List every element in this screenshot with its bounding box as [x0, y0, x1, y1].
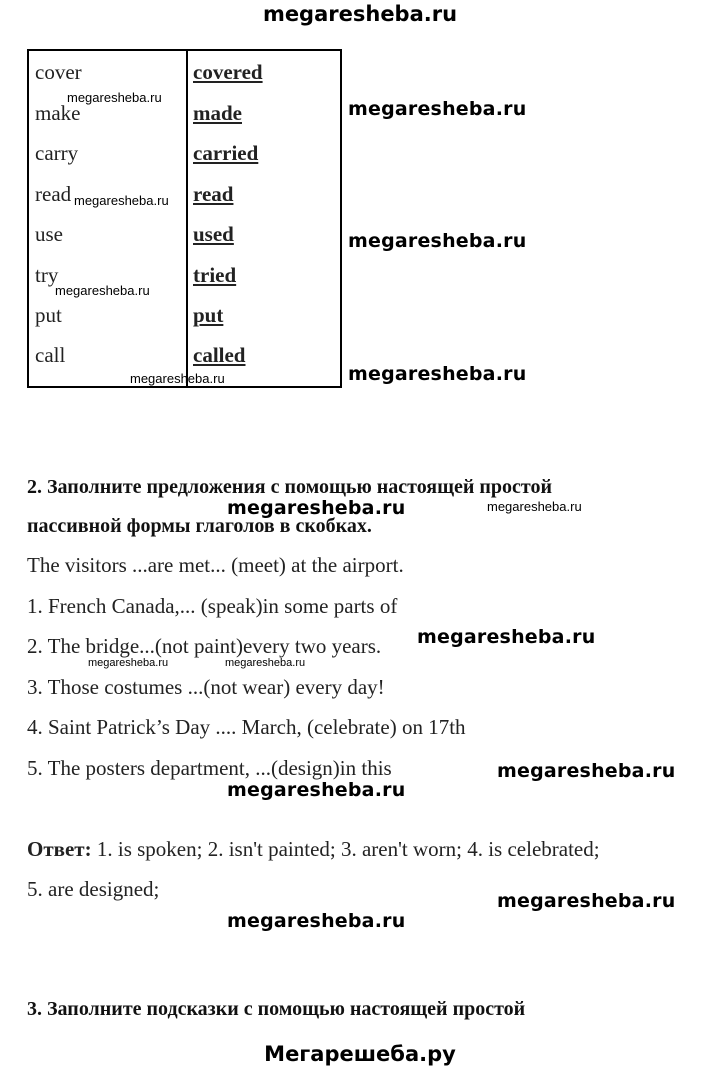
- task2-example: The visitors ...are met... (meet) at the airport.: [27, 553, 404, 577]
- table-row-past: read: [193, 182, 234, 206]
- answer-text: 1. is spoken; 2. isn't painted; 3. aren't worn; 4. is celebrated;: [91, 837, 600, 861]
- watermark: megaresheba.ru: [348, 363, 527, 385]
- watermark: megaresheba.ru: [348, 98, 527, 120]
- table-row-past: tried: [193, 263, 237, 287]
- site-footer: Мегарешеба.ру: [264, 1042, 456, 1066]
- table-row-base: put: [35, 303, 62, 327]
- answer-label: Ответ:: [27, 837, 92, 861]
- table-row-past: covered: [193, 60, 263, 84]
- watermark: megaresheba.ru: [227, 497, 406, 519]
- task2-item: 3. Those costumes ...(not wear) every day!: [27, 675, 385, 699]
- site-header: megaresheba.ru: [262, 2, 458, 26]
- task2-title-line1: 2. Заполните предложения с помощью настоящей простой: [27, 476, 553, 498]
- watermark: megaresheba.ru: [417, 626, 596, 648]
- task2-item: 1. French Canada,... (speak)in some parts of: [27, 594, 398, 618]
- watermark: megaresheba.ru: [67, 90, 162, 105]
- task2-title-line2: пассивной формы глаголов в скобках.: [27, 515, 372, 537]
- table-row-past: made: [193, 101, 242, 125]
- task2-item: 4. Saint Patrick’s Day .... March, (celebrate) on 17th: [27, 715, 466, 739]
- table-divider: [186, 51, 188, 386]
- task3-title-line1: 3. Заполните подсказки с помощью настоящей простой: [27, 998, 526, 1020]
- table-row-base: make: [35, 101, 81, 125]
- table-row-base: read: [35, 182, 72, 206]
- table-row-base: use: [35, 222, 63, 246]
- answer-line2: 5. are designed;: [27, 877, 160, 901]
- watermark: megaresheba.ru: [74, 193, 169, 208]
- task2-item: 2. The bridge...(not paint)every two years.: [27, 634, 382, 658]
- table-row-past: used: [193, 222, 234, 246]
- watermark: megaresheba.ru: [227, 910, 406, 932]
- watermark: megaresheba.ru: [497, 760, 676, 782]
- table-row-base: carry: [35, 141, 79, 165]
- table-row-past: called: [193, 343, 246, 367]
- watermark: megaresheba.ru: [227, 779, 406, 801]
- task2-item: 5. The posters department, ...(design)in this: [27, 756, 392, 780]
- table-row-base: try: [35, 263, 59, 287]
- watermark: megaresheba.ru: [88, 657, 169, 669]
- table-row-base: call: [35, 343, 66, 367]
- watermark: megaresheba.ru: [55, 283, 150, 298]
- watermark: megaresheba.ru: [487, 499, 582, 514]
- watermark: megaresheba.ru: [348, 230, 527, 252]
- table-row-past: carried: [193, 141, 259, 165]
- answer-line1: [27, 837, 600, 862]
- table-row-past: put: [193, 303, 224, 327]
- watermark: megaresheba.ru: [225, 657, 306, 669]
- watermark: megaresheba.ru: [130, 371, 225, 386]
- table-row-base: cover: [35, 60, 82, 84]
- watermark: megaresheba.ru: [497, 890, 676, 912]
